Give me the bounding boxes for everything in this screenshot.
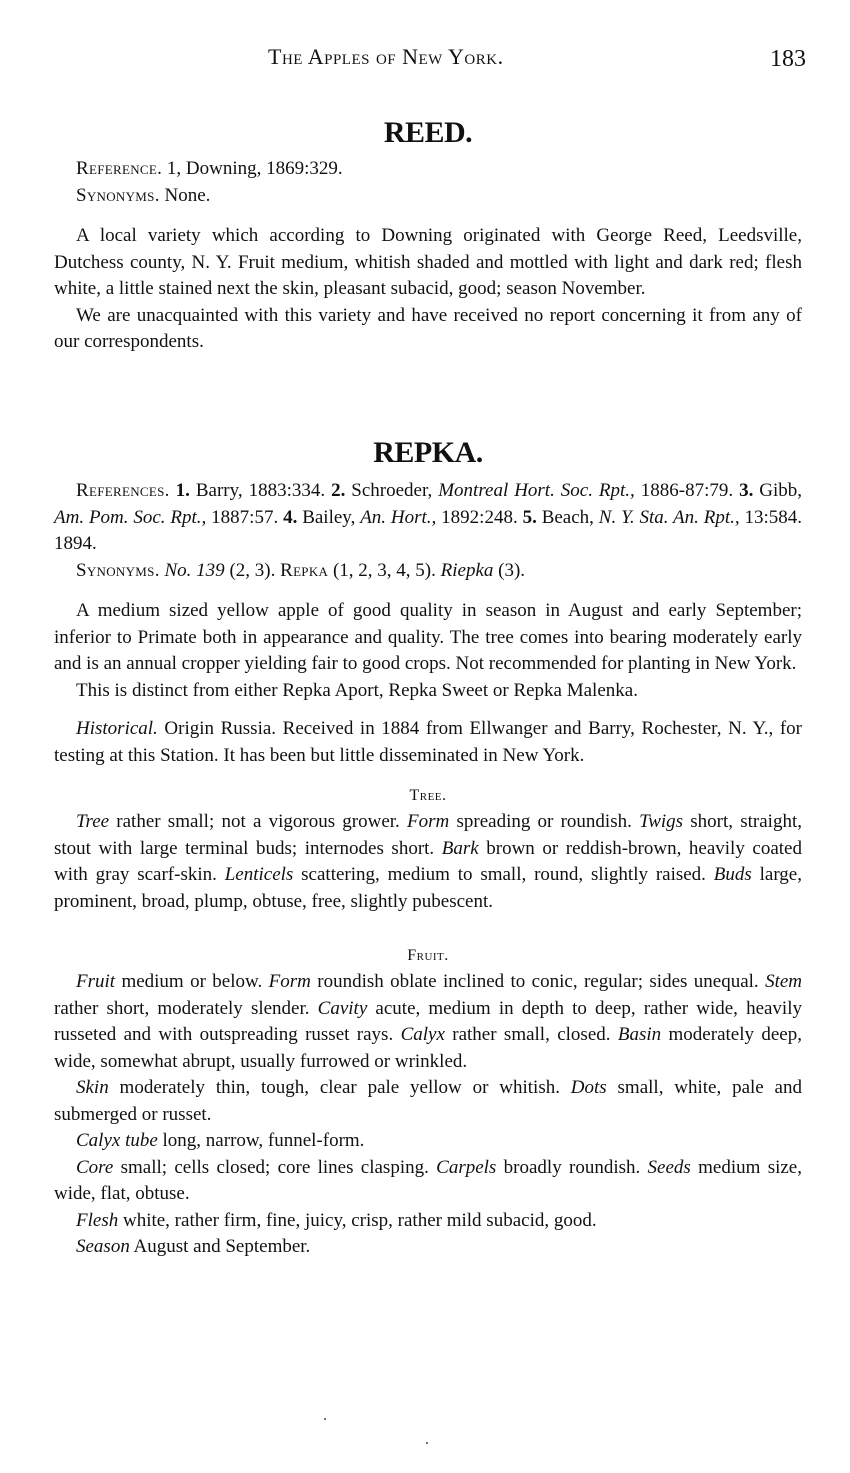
reference-publication: Am. Pom. Soc. Rpt., [54, 506, 207, 528]
repka-description: A medium sized yellow apple of good quality in season in August and early September; inferior to Primate both in appearance and quality. The tree comes into bearing moderately early and is an annual cropper yielding fair to good crops. Not recommended for planting in New York. [54, 600, 802, 674]
reed-note: We are unacquainted with this variety and have received no report concerning it from any of our correspondents. [54, 304, 802, 352]
fruit-text: white, rather firm, fine, juicy, crisp, rather mild subacid, good. [118, 1209, 597, 1231]
reference-publication: An. Hort., [360, 506, 437, 528]
reed-synonyms [76, 183, 802, 210]
reference-citation: 1892:248. [436, 506, 518, 528]
repka-title: REPKA. [373, 436, 483, 469]
synonym-sources: (1, 2, 3, 4, 5). [328, 559, 436, 581]
fruit-term: Calyx tube [76, 1130, 158, 1151]
repka-historical [54, 716, 802, 769]
reference-publication: Montreal Hort. Soc. Rpt., [438, 480, 635, 501]
fruit-text: rather small, closed. [444, 1024, 618, 1045]
reed-description: A local variety which according to Downing originated with George Reed, Leedsville, Dutchess county, N. Y. Fruit medium, whitish shaded and mottled with light and dark red; flesh white, a little stained next the skin, pleasant subacid, good; season November. [54, 225, 802, 299]
tree-text: short, straight, stout with large terminal buds; internodes short. [54, 811, 802, 859]
reference-number: 5. [522, 506, 537, 528]
reed-title: REED. [383, 116, 473, 149]
fruit-text: August and September. [129, 1236, 311, 1257]
fruit-paragraph [54, 1208, 802, 1235]
repka-synonyms [54, 558, 802, 585]
fruit-term: Basin [617, 1024, 662, 1045]
fruit-term: Calyx [400, 1024, 445, 1045]
tree-text: large, prominent, broad, plump, obtuse, free, slightly pubescent. [54, 864, 802, 912]
reference-author: Bailey, [302, 506, 361, 528]
repka-entry [54, 436, 802, 1261]
synonym-name: Repka [280, 559, 329, 581]
historical-label: Historical. [76, 718, 158, 739]
tree-text: brown or reddish-brown, heavily coated with gray scarf-skin. [54, 837, 802, 885]
synonym-name: No. 139 [164, 559, 225, 581]
synonym-sources: (3). [493, 559, 526, 581]
synonyms-text: None. [164, 184, 211, 206]
reference-citation: 1887:57. [206, 506, 279, 528]
reed-reference [76, 156, 802, 183]
fruit-text: rather short, moderately slender. [54, 997, 318, 1019]
fruit-term: Carpels [436, 1156, 497, 1178]
synonyms-label: Synonyms. [76, 184, 160, 206]
running-head [0, 44, 850, 78]
fruit-text: roundish oblate inclined to conic, regular; sides unequal. [310, 971, 766, 992]
reference-author: Gibb, [759, 480, 803, 501]
synonyms-label: Synonyms. [76, 559, 160, 581]
fruit-text: acute, medium in depth to deep, rather wide, heavily russeted and with outspreading russet rays. [54, 997, 802, 1045]
reference-number: 3. [739, 480, 754, 501]
fruit-term: Core [76, 1156, 114, 1178]
reference-number: 1. [175, 480, 190, 501]
repka-distinction: This is distinct from either Repka Aport, Repka Sweet or Repka Malenka. [76, 679, 638, 701]
repka-references [54, 478, 802, 558]
fruit-term: Cavity [317, 997, 368, 1019]
tree-term: Twigs [639, 811, 684, 832]
fruit-text: long, narrow, funnel-form. [157, 1130, 365, 1151]
reference-publication: N. Y. Sta. An. Rpt., [598, 506, 740, 528]
reference-author: Beach, [541, 506, 599, 528]
reference-number: 2. [331, 480, 346, 501]
running-title: The Apples of New York. [268, 44, 504, 69]
fruit-term: Stem [765, 971, 803, 992]
synonym-name: Riepka [440, 559, 494, 581]
fruit-paragraph [54, 1234, 802, 1261]
fruit-term: Flesh [76, 1209, 119, 1231]
tree-term: Buds [713, 864, 752, 885]
fruit-term: Season [76, 1236, 130, 1257]
fruit-text: moderately deep, wide, somewhat abrupt, usually furrowed or wrinkled. [54, 1024, 802, 1072]
page-number: 183 [770, 46, 806, 72]
fruit-paragraph [54, 1128, 802, 1155]
synonyms-list [165, 560, 526, 581]
print-speck [426, 1442, 428, 1444]
fruit-term: Form [268, 971, 311, 992]
reference-author: Schroeder, [351, 480, 439, 501]
fruit-description [54, 969, 802, 1261]
fruit-term: Seeds [647, 1156, 691, 1178]
tree-term: Form [407, 811, 450, 832]
reed-entry [54, 116, 802, 356]
reference-citation: 1886-87:79. [634, 480, 734, 501]
tree-text: scattering, medium to small, round, slightly raised. [293, 864, 714, 885]
fruit-paragraph [54, 1155, 802, 1208]
fruit-paragraph [54, 969, 802, 1075]
fruit-term: Dots [570, 1077, 607, 1098]
tree-text: spreading or roundish. [449, 811, 640, 832]
reference-number: 4. [283, 506, 298, 528]
tree-term: Bark [441, 837, 479, 859]
tree-term: Lenticels [224, 864, 294, 885]
tree-term: Tree [76, 811, 110, 832]
tree-heading: Tree. [409, 787, 447, 804]
fruit-text: small, white, pale and submerged or russet. [54, 1077, 802, 1125]
fruit-text: medium or below. [115, 971, 269, 992]
fruit-term: Skin [76, 1077, 109, 1098]
fruit-text: moderately thin, tough, clear pale yellow or whitish. [108, 1077, 571, 1098]
reference-citation: 13:584. 1894. [54, 506, 803, 554]
print-speck [324, 1418, 326, 1420]
historical-text: Origin Russia. Received in 1884 from Ellwanger and Barry, Rochester, N. Y., for testing at this Station. It has been but little disseminated in New York. [54, 718, 802, 766]
fruit-text: broadly roundish. [496, 1156, 648, 1178]
fruit-text: small; cells closed; core lines clasping. [113, 1156, 437, 1178]
reference-author: Barry, 1883:334. [195, 480, 326, 501]
fruit-text: medium size, wide, flat, obtuse. [54, 1156, 802, 1204]
fruit-paragraph [54, 1075, 802, 1128]
reference-label: Reference. [76, 158, 163, 179]
fruit-term: Fruit [76, 971, 116, 992]
reference-text: 1, Downing, 1869:329. [166, 158, 343, 179]
tree-text: rather small; not a vigorous grower. [109, 811, 408, 832]
tree-description [54, 809, 802, 915]
references-label: References. [76, 480, 170, 501]
synonym-sources: (2, 3). [224, 559, 276, 581]
fruit-heading: Fruit. [407, 947, 449, 964]
